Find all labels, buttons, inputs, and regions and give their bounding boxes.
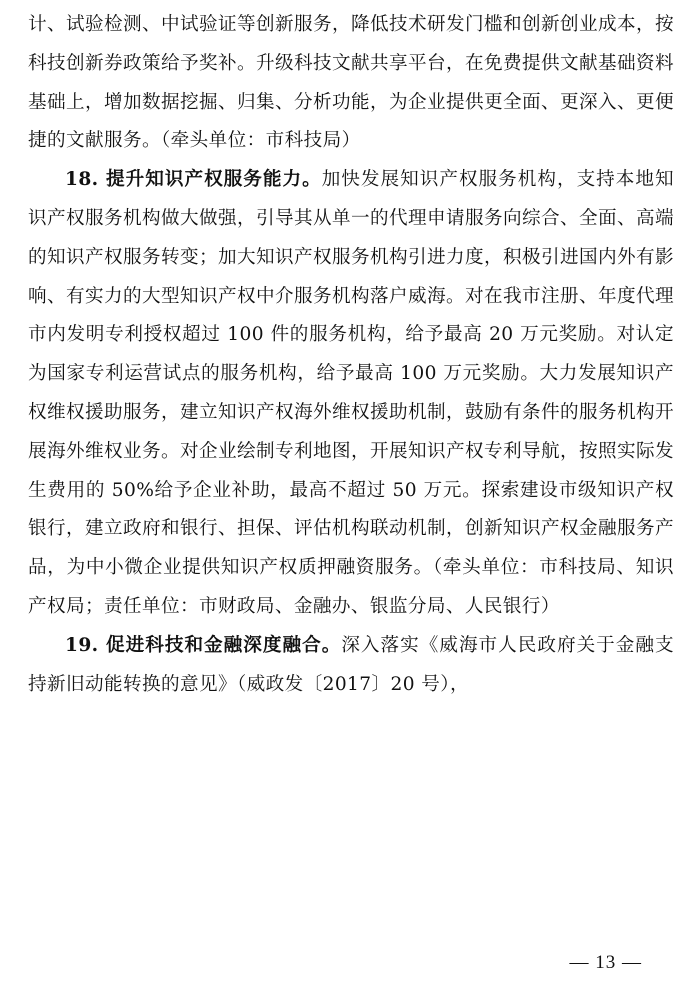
paragraph-heading: 19. 促进科技和金融深度融合。 [65,634,342,656]
paragraph-item-18 [28,161,674,627]
paragraph-body: 计、试验检测、中试验证等创新服务，降低技术研发门槛和创新创业成本，按科技创新券政策给予奖补。升级科技文献共享平台，在免费提供文献基础资料基础上，增加数据挖掘、归集、分析功能，为企业提供更全面、更深入、更便捷的文献服务。（牵头单位：市科技局） [28,14,674,152]
paragraph-heading: 18. 提升知识产权服务能力。 [65,169,322,191]
paragraph-body: 深入落实《威海市人民政府关于金融支持新旧动能转换的意见》（威政发〔2017〕20 号）， [28,634,674,695]
paragraph-body: 加快发展知识产权服务机构，支持本地知识产权服务机构做大做强，引导其从单一的代理申请服务向综合、全面、高端的知识产权服务转变；加大知识产权服务机构引进力度，积极引进国内外有影响、有实力的大型知识产权中介服务机构落户威海。对在我市注册、年度代理市内发明专利授权超过 100 件的服务机构，给予最高 20 万元奖励。对认定为国家专利运营试点的服务机构，给予最高 100 万元奖励。大力发展知识产权维权援助服务，建立知识产权海外维权援助机制，鼓励有条件的服务机构开展海外维权业务。对企业绘制专利地图，开展知识产权专利导航，按照实际发生费用的 50%给予企业补助，最高不超过 50 万元。探索建设市级知识产权银行，建立政府和银行、担保、评估机构联动机制，创新知识产权金融服务产品，为中小微企业提供知识产权质押融资服务。（牵头单位：市科技局、知识产权局；责任单位：市财政局、金融办、银监分局、人民银行） [28,169,674,617]
page-number: — 13 — [569,952,642,973]
paragraph-item-19 [28,627,674,705]
paragraph-continuation [28,6,674,161]
